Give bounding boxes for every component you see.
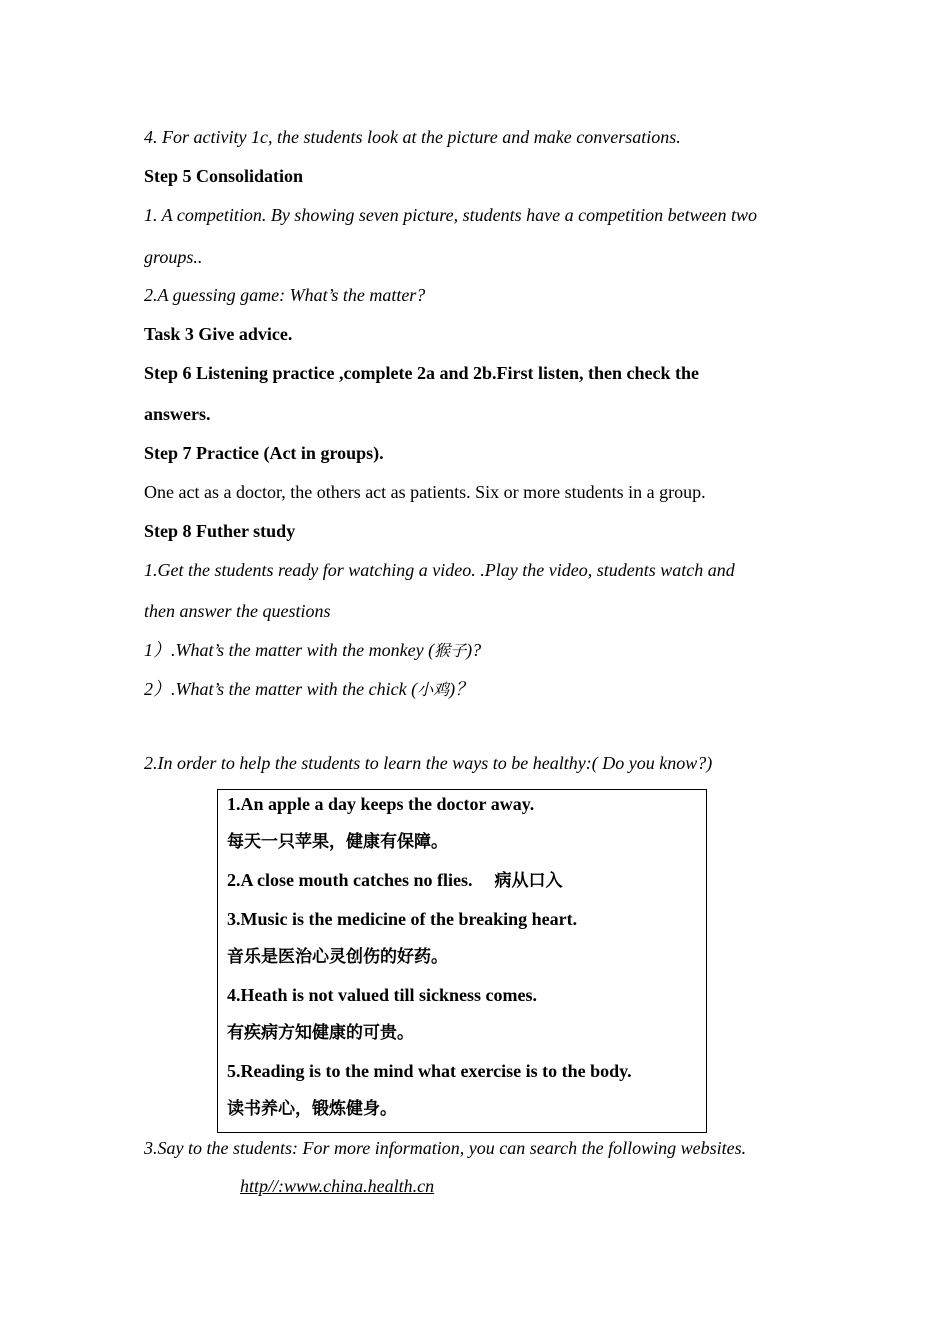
proverb-1-english: 1.An apple a day keeps the doctor away. <box>227 794 535 814</box>
guessing-game-line: 2.A guessing game: What’s the matter? <box>144 285 426 305</box>
proverb-4-chinese: 有疾病方知健康的可贵。 <box>227 1023 414 1043</box>
health-website-link[interactable]: http//:www.china.health.cn <box>240 1176 435 1196</box>
proverb-2-english: 2.A close mouth catches no flies. <box>227 870 473 890</box>
video-line-2: then answer the questions <box>144 601 331 621</box>
proverb-3-chinese: 音乐是医治心灵创伤的好药。 <box>227 947 448 967</box>
question-2-text: 2）.What’s the matter with the chick ( <box>144 679 418 699</box>
competition-line-1: 1. A competition. By showing seven picture, students have a competition between two <box>144 205 758 225</box>
question-1-end: )? <box>466 640 482 660</box>
question-1 <box>144 639 481 662</box>
competition-line-2: groups.. <box>144 247 203 267</box>
question-2-end: )？ <box>449 679 474 699</box>
task3-heading: Task 3 Give advice. <box>144 324 293 344</box>
proverb-5-chinese: 读书养心，锻炼健身。 <box>227 1099 397 1119</box>
websites-line: 3.Say to the students: For more information, you can search the following websites. <box>144 1138 747 1158</box>
step7-heading: Step 7 Practice (Act in groups). <box>144 443 384 463</box>
proverb-2 <box>227 869 562 892</box>
step8-heading: Step 8 Futher study <box>144 521 296 541</box>
proverb-2-chinese: 病从口入 <box>494 871 563 891</box>
question-1-text: 1）.What’s the matter with the monkey ( <box>144 640 435 660</box>
question-2 <box>144 678 473 701</box>
step6-heading-2: answers. <box>144 404 211 424</box>
video-line-1: 1.Get the students ready for watching a video. .Play the video, students watch and <box>144 560 735 580</box>
proverbs-box <box>217 789 707 1133</box>
question-1-chinese: 猴子 <box>434 641 467 660</box>
step6-heading-1: Step 6 Listening practice ,complete 2a and 2b.First listen, then check the <box>144 363 699 383</box>
activity-1c-line: 4. For activity 1c, the students look at the picture and make conversations. <box>144 127 681 147</box>
proverb-3-english: 3.Music is the medicine of the breaking heart. <box>227 909 578 929</box>
question-2-chinese: 小鸡 <box>417 680 450 699</box>
step5-heading: Step 5 Consolidation <box>144 166 304 186</box>
proverb-4-english: 4.Heath is not valued till sickness comes. <box>227 985 538 1005</box>
proverb-1-chinese: 每天一只苹果，健康有保障。 <box>227 832 448 852</box>
act-description-line: One act as a doctor, the others act as patients. Six or more students in a group. <box>144 482 706 502</box>
proverb-5-english: 5.Reading is to the mind what exercise is to the body. <box>227 1061 632 1081</box>
healthy-ways-line: 2.In order to help the students to learn the ways to be healthy:( Do you know?) <box>144 753 713 773</box>
